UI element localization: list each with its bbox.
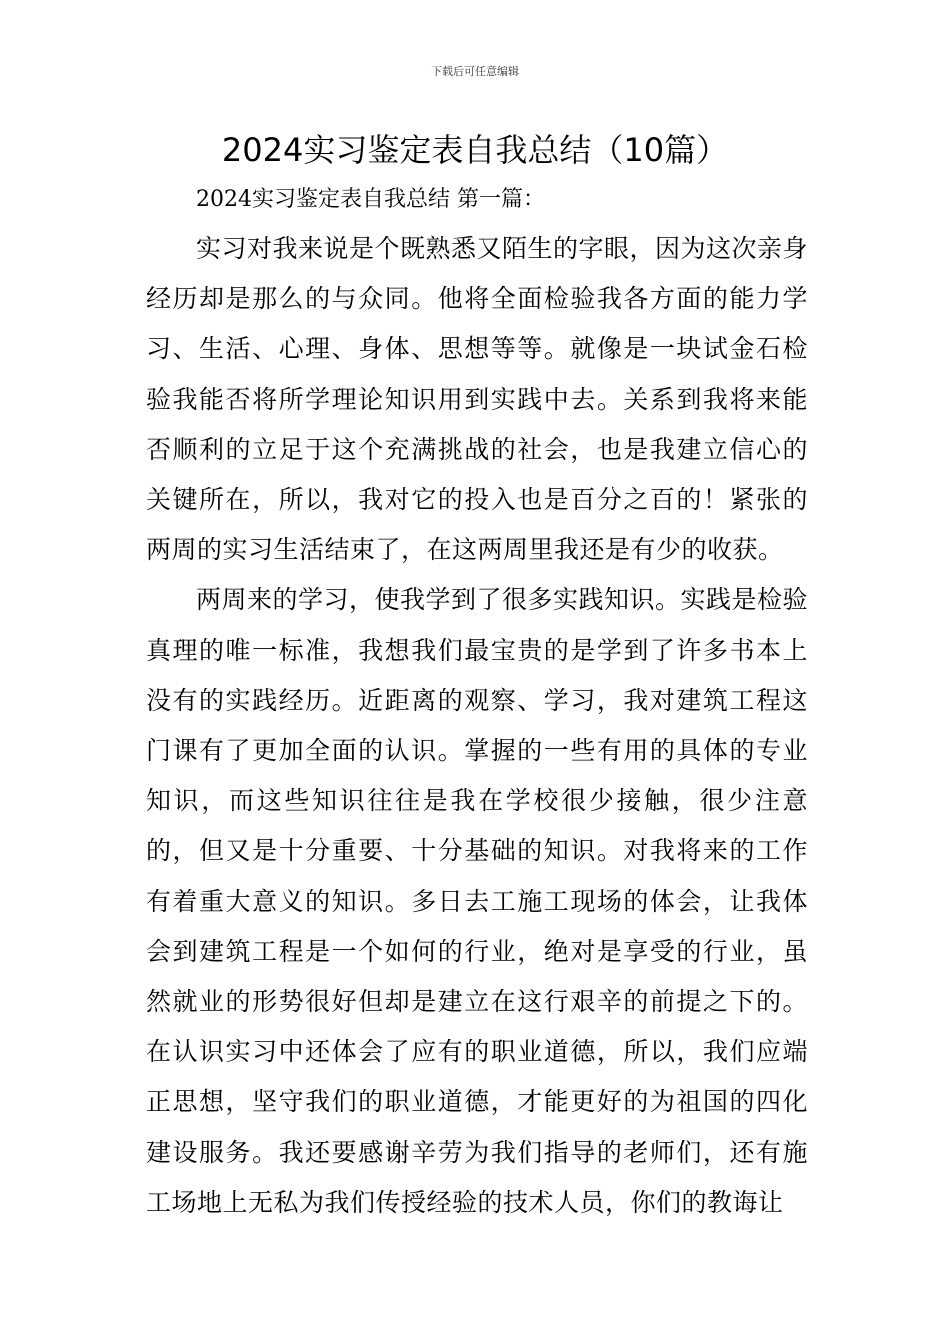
paragraph-2: 两周来的学习，使我学到了很多实践知识。实践是检验真理的唯一标准，我想我们最宝贵的是学到了许多书本上没有的实践经历。近距离的观察、学习，我对建筑工程这门课有了更加全面的认识。掌握的一些有用的具体的专业知识，而这些知识往往是我在学校很少接触，很少注意的，但又是十分重要、十分基础的知识。对我将来的工作有着重大意义的知识。多日去工施工现场的体会，让我体会到建筑工程是一个如何的行业，绝对是享受的行业，虽然就业的形势很好但却是建立在这行艰辛的前提之下的。在认识实习中还体会了应有的职业道德，所以，我们应端正思想，坚守我们的职业道德，才能更好的为祖国的四化建设服务。我还要感谢辛劳为我们指导的老师们，还有施工场地上无私为我们传授经验的技术人员，你们的教诲让	[146, 585, 809, 1217]
page-header-note: 下载后可任意编辑	[431, 65, 519, 78]
document-body	[146, 224, 808, 1228]
paragraph-1: 实习对我来说是个既熟悉又陌生的字眼，因为这次亲身经历却是那么的与众同。他将全面检验我各方面的能力学习、生活、心理、身体、思想等等。就像是一块试金石检验我能否将所学理论知识用到实践中去。关系到我将来能否顺利的立足于这个充满挑战的社会，也是我建立信心的关键所在，所以，我对它的投入也是百分之百的！紧张的两周的实习生活结束了，在这两周里我还是有少的收获。	[146, 234, 809, 565]
section-heading: 2024实习鉴定表自我总结 第一篇：	[196, 187, 545, 212]
document-title: 2024实习鉴定表自我总结（10篇）	[221, 131, 729, 169]
